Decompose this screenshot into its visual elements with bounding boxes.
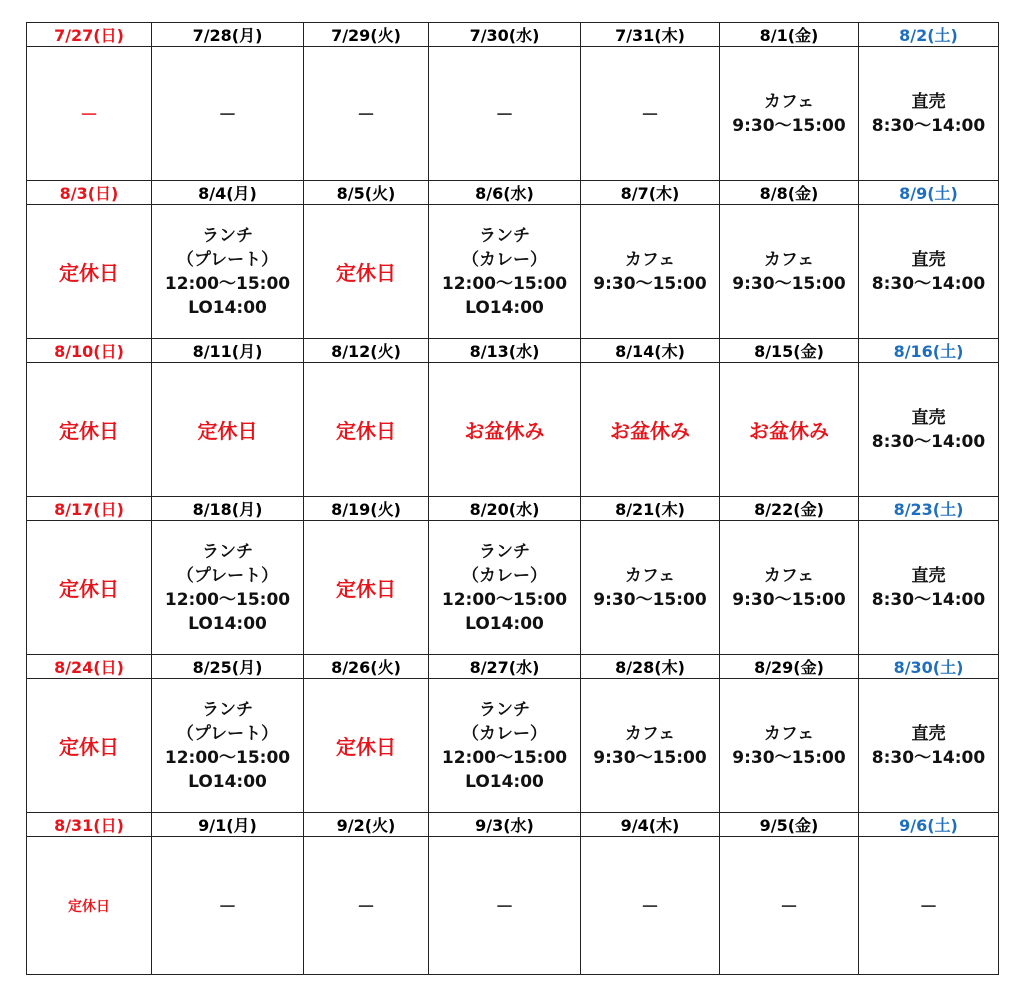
date-header-sat: 9/6(土) xyxy=(859,813,999,837)
cell-line: 定休日 xyxy=(59,419,119,443)
date-header-thu: 8/7(木) xyxy=(581,181,720,205)
schedule-cell-sun xyxy=(27,47,152,181)
schedule-cell-thu xyxy=(581,47,720,181)
date-header-fri: 8/22(金) xyxy=(720,497,859,521)
schedule-cell-fri xyxy=(720,521,859,655)
schedule-cell-sat xyxy=(859,521,999,655)
hours-text xyxy=(152,224,303,320)
cell-line: カフェ xyxy=(624,565,676,586)
cell-line: LO14:00 xyxy=(188,297,267,318)
holiday-label xyxy=(27,415,151,444)
cell-line: （カレー） xyxy=(462,565,547,586)
holiday-label xyxy=(27,257,151,286)
cell-line: カフェ xyxy=(763,249,815,270)
closed-dash xyxy=(429,101,580,127)
date-header-sun: 7/27(日) xyxy=(27,23,152,47)
cell-line: 12:00～15:00 xyxy=(441,747,568,768)
cell-line: 12:00～15:00 xyxy=(164,747,291,768)
hours-text xyxy=(152,540,303,636)
holiday-label xyxy=(304,573,428,602)
cell-line: LO14:00 xyxy=(465,297,544,318)
hours-text xyxy=(429,540,580,636)
schedule-cell-sat xyxy=(859,837,999,975)
cell-line: － xyxy=(495,104,514,126)
date-header-fri: 8/1(金) xyxy=(720,23,859,47)
holiday-label xyxy=(27,573,151,602)
cell-line: － xyxy=(919,896,938,918)
schedule-cell-sun xyxy=(27,679,152,813)
cell-line: － xyxy=(357,104,375,126)
cell-line: 定休日 xyxy=(59,261,119,285)
date-header-sat: 8/2(土) xyxy=(859,23,999,47)
cell-line: 12:00～15:00 xyxy=(441,589,568,610)
schedule-cell-mon xyxy=(152,205,304,339)
date-header-fri: 9/5(金) xyxy=(720,813,859,837)
cell-line: 定休日 xyxy=(197,419,258,443)
schedule-cell-mon xyxy=(152,837,304,975)
schedule-cell-mon xyxy=(152,47,304,181)
cell-line: － xyxy=(80,104,98,126)
cell-line: ランチ xyxy=(479,225,530,246)
cell-line: － xyxy=(218,896,237,918)
cell-line: （プレート） xyxy=(176,565,279,586)
cell-line: 9:30～15:00 xyxy=(732,747,846,768)
week-date-row xyxy=(27,23,999,47)
schedule-cell-tue xyxy=(304,837,429,975)
cell-line: お盆休み xyxy=(610,419,690,443)
closed-dash xyxy=(152,893,303,919)
closed-dash xyxy=(581,101,719,127)
hours-text xyxy=(581,564,719,612)
calendar-table xyxy=(26,22,999,975)
cell-line: ランチ xyxy=(479,699,530,720)
hours-text xyxy=(720,722,858,770)
schedule-cell-thu xyxy=(581,837,720,975)
cell-line: カフェ xyxy=(624,723,676,744)
cell-line: 定休日 xyxy=(336,419,396,443)
cell-line: ランチ xyxy=(479,541,530,562)
date-header-thu: 8/28(木) xyxy=(581,655,720,679)
closed-dash xyxy=(304,893,428,919)
cell-line: 直売 xyxy=(911,723,946,744)
holiday-label xyxy=(27,896,151,916)
schedule-cell-tue xyxy=(304,47,429,181)
date-header-mon: 7/28(月) xyxy=(152,23,304,47)
schedule-cell-fri xyxy=(720,205,859,339)
cell-line: カフェ xyxy=(763,565,815,586)
hours-text xyxy=(859,564,998,612)
week-date-row xyxy=(27,655,999,679)
holiday-label xyxy=(304,731,428,760)
cell-line: 直売 xyxy=(911,249,946,270)
date-header-fri: 8/29(金) xyxy=(720,655,859,679)
week-schedule-row xyxy=(27,205,999,339)
schedule-cell-mon xyxy=(152,521,304,655)
hours-text xyxy=(720,90,858,138)
schedule-cell-sun xyxy=(27,837,152,975)
cell-line: LO14:00 xyxy=(465,613,544,634)
holiday-label xyxy=(581,415,719,444)
schedule-cell-sat xyxy=(859,47,999,181)
cell-line: 定休日 xyxy=(336,577,396,601)
schedule-cell-sat xyxy=(859,679,999,813)
cell-line: 8:30～14:00 xyxy=(871,273,986,294)
cell-line: （カレー） xyxy=(462,249,547,270)
cell-line: 12:00～15:00 xyxy=(441,273,568,294)
cell-line: ランチ xyxy=(202,699,253,720)
closed-dash xyxy=(27,101,151,127)
holiday-label xyxy=(304,257,428,286)
cell-line: － xyxy=(218,104,237,126)
date-header-sat: 8/23(土) xyxy=(859,497,999,521)
closed-dash xyxy=(152,101,303,127)
holiday-label xyxy=(27,731,151,760)
hours-text xyxy=(429,698,580,794)
schedule-cell-wed xyxy=(429,521,581,655)
week-schedule-row xyxy=(27,837,999,975)
date-header-wed: 8/27(水) xyxy=(429,655,581,679)
cell-line: 9:30～15:00 xyxy=(732,273,846,294)
cell-line: 8:30～14:00 xyxy=(871,589,986,610)
week-date-row xyxy=(27,339,999,363)
cell-line: 9:30～15:00 xyxy=(732,115,846,136)
cell-line: 12:00～15:00 xyxy=(164,589,291,610)
schedule-cell-wed xyxy=(429,205,581,339)
closed-dash xyxy=(720,893,858,919)
cell-line: （プレート） xyxy=(176,723,279,744)
schedule-cell-tue xyxy=(304,679,429,813)
week-date-row xyxy=(27,813,999,837)
holiday-label xyxy=(429,415,580,444)
cell-line: お盆休み xyxy=(749,419,829,443)
date-header-tue: 8/5(火) xyxy=(304,181,429,205)
cell-line: カフェ xyxy=(624,249,676,270)
week-date-row xyxy=(27,181,999,205)
hours-text xyxy=(859,90,998,138)
date-header-thu: 9/4(木) xyxy=(581,813,720,837)
cell-line: （カレー） xyxy=(462,723,547,744)
date-header-sun: 8/24(日) xyxy=(27,655,152,679)
schedule-cell-fri xyxy=(720,363,859,497)
cell-line: － xyxy=(641,896,659,918)
closed-dash xyxy=(304,101,428,127)
cell-line: 9:30～15:00 xyxy=(593,273,707,294)
week-schedule-row xyxy=(27,521,999,655)
cell-line: （プレート） xyxy=(176,249,279,270)
week-schedule-row xyxy=(27,47,999,181)
hours-text xyxy=(581,722,719,770)
schedule-cell-wed xyxy=(429,363,581,497)
schedule-cell-fri xyxy=(720,47,859,181)
schedule-cell-wed xyxy=(429,47,581,181)
schedule-cell-tue xyxy=(304,363,429,497)
hours-text xyxy=(859,722,998,770)
cell-line: 9:30～15:00 xyxy=(593,747,707,768)
cell-line: 直売 xyxy=(911,91,946,112)
hours-text xyxy=(859,406,998,454)
date-header-tue: 9/2(火) xyxy=(304,813,429,837)
date-header-thu: 8/21(木) xyxy=(581,497,720,521)
date-header-sat: 8/16(土) xyxy=(859,339,999,363)
cell-line: LO14:00 xyxy=(188,613,267,634)
date-header-mon: 8/18(月) xyxy=(152,497,304,521)
date-header-wed: 8/13(水) xyxy=(429,339,581,363)
cell-line: 定休日 xyxy=(68,898,110,915)
holiday-label xyxy=(720,415,858,444)
cell-line: － xyxy=(780,896,798,918)
schedule-cell-sun xyxy=(27,205,152,339)
date-header-fri: 8/15(金) xyxy=(720,339,859,363)
cell-line: LO14:00 xyxy=(188,771,267,792)
date-header-fri: 8/8(金) xyxy=(720,181,859,205)
schedule-cell-sat xyxy=(859,205,999,339)
cell-line: LO14:00 xyxy=(465,771,544,792)
date-header-sun: 8/3(日) xyxy=(27,181,152,205)
cell-line: － xyxy=(641,104,659,126)
holiday-label xyxy=(152,415,303,444)
cell-line: カフェ xyxy=(763,723,815,744)
hours-text xyxy=(152,698,303,794)
schedule-cell-wed xyxy=(429,837,581,975)
cell-line: カフェ xyxy=(763,91,815,112)
cell-line: 定休日 xyxy=(59,735,119,759)
closed-dash xyxy=(581,893,719,919)
hours-text xyxy=(720,248,858,296)
cell-line: 定休日 xyxy=(336,261,396,285)
date-header-sat: 8/30(土) xyxy=(859,655,999,679)
date-header-wed: 8/20(水) xyxy=(429,497,581,521)
cell-line: 8:30～14:00 xyxy=(871,115,986,136)
cell-line: 直売 xyxy=(911,565,946,586)
cell-line: 9:30～15:00 xyxy=(593,589,707,610)
date-header-wed: 9/3(水) xyxy=(429,813,581,837)
date-header-thu: 7/31(木) xyxy=(581,23,720,47)
closed-dash xyxy=(859,893,998,919)
cell-line: 12:00～15:00 xyxy=(164,273,291,294)
date-header-tue: 7/29(火) xyxy=(304,23,429,47)
date-header-wed: 8/6(水) xyxy=(429,181,581,205)
schedule-cell-tue xyxy=(304,521,429,655)
week-schedule-row xyxy=(27,363,999,497)
schedule-cell-thu xyxy=(581,363,720,497)
schedule-cell-wed xyxy=(429,679,581,813)
cell-line: － xyxy=(495,896,514,918)
hours-text xyxy=(581,248,719,296)
schedule-cell-sat xyxy=(859,363,999,497)
cell-line: 8:30～14:00 xyxy=(871,747,986,768)
schedule-cell-fri xyxy=(720,679,859,813)
date-header-tue: 8/19(火) xyxy=(304,497,429,521)
date-header-tue: 8/12(火) xyxy=(304,339,429,363)
cell-line: ランチ xyxy=(202,541,253,562)
schedule-cell-fri xyxy=(720,837,859,975)
cell-line: 定休日 xyxy=(336,735,396,759)
week-date-row xyxy=(27,497,999,521)
closed-dash xyxy=(429,893,580,919)
cell-line: 9:30～15:00 xyxy=(732,589,846,610)
cell-line: ランチ xyxy=(202,225,253,246)
date-header-sun: 8/17(日) xyxy=(27,497,152,521)
cell-line: 定休日 xyxy=(59,577,119,601)
date-header-sun: 8/10(日) xyxy=(27,339,152,363)
schedule-cell-sun xyxy=(27,363,152,497)
schedule-cell-thu xyxy=(581,521,720,655)
hours-text xyxy=(429,224,580,320)
hours-text xyxy=(859,248,998,296)
holiday-label xyxy=(304,415,428,444)
cell-line: お盆休み xyxy=(464,419,545,443)
date-header-mon: 8/25(月) xyxy=(152,655,304,679)
schedule-cell-mon xyxy=(152,363,304,497)
date-header-mon: 8/11(月) xyxy=(152,339,304,363)
hours-text xyxy=(720,564,858,612)
schedule-cell-mon xyxy=(152,679,304,813)
date-header-wed: 7/30(水) xyxy=(429,23,581,47)
date-header-mon: 8/4(月) xyxy=(152,181,304,205)
date-header-thu: 8/14(木) xyxy=(581,339,720,363)
date-header-tue: 8/26(火) xyxy=(304,655,429,679)
date-header-sun: 8/31(日) xyxy=(27,813,152,837)
schedule-cell-thu xyxy=(581,679,720,813)
schedule-cell-thu xyxy=(581,205,720,339)
date-header-sat: 8/9(土) xyxy=(859,181,999,205)
schedule-cell-tue xyxy=(304,205,429,339)
week-schedule-row xyxy=(27,679,999,813)
date-header-mon: 9/1(月) xyxy=(152,813,304,837)
cell-line: － xyxy=(357,896,375,918)
cell-line: 8:30～14:00 xyxy=(871,431,986,452)
schedule-cell-sun xyxy=(27,521,152,655)
cell-line: 直売 xyxy=(911,407,946,428)
